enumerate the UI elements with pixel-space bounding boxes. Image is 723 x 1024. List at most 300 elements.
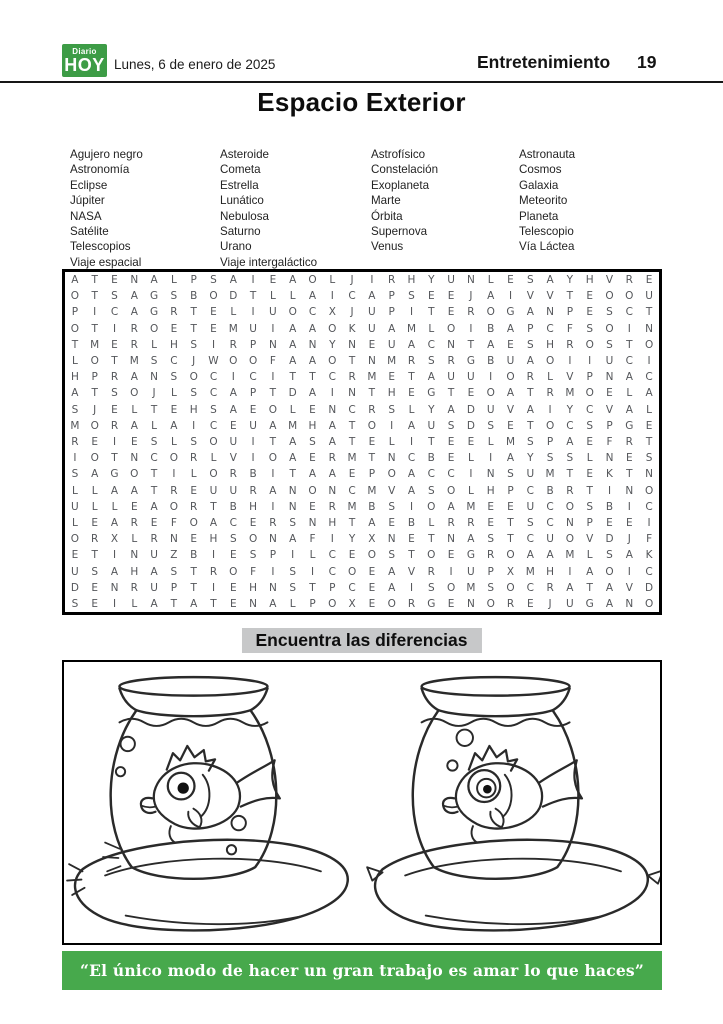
grid-cell: T bbox=[190, 306, 197, 319]
grid-cell: C bbox=[407, 452, 416, 465]
grid-cell: R bbox=[110, 419, 119, 432]
grid-cell: H bbox=[585, 274, 594, 287]
grid-cell: M bbox=[545, 468, 555, 481]
grid-cell: E bbox=[388, 371, 396, 384]
grid-cell: R bbox=[328, 500, 336, 513]
grid-cell: P bbox=[309, 597, 316, 610]
grid-cell: C bbox=[348, 581, 356, 594]
word-list-item: Órbita bbox=[371, 209, 403, 223]
fishbowl-drawing-left bbox=[64, 662, 362, 943]
grid-cell: L bbox=[646, 403, 653, 416]
grid-cell: D bbox=[605, 533, 614, 546]
grid-cell: G bbox=[150, 290, 159, 303]
grid-cell: B bbox=[546, 484, 554, 497]
grid-cell: J bbox=[152, 387, 156, 400]
grid-cell: S bbox=[586, 500, 594, 513]
grid-cell: T bbox=[408, 549, 415, 562]
grid-cell: E bbox=[487, 500, 495, 513]
grid-cell: I bbox=[192, 419, 196, 432]
grid-cell: A bbox=[566, 581, 574, 594]
grid-cell: X bbox=[348, 597, 356, 610]
grid-cell: I bbox=[231, 371, 235, 384]
grid-cell: I bbox=[330, 387, 334, 400]
grid-cell: P bbox=[586, 371, 593, 384]
grid-cell: B bbox=[427, 452, 435, 465]
grid-cell: T bbox=[190, 322, 197, 335]
grid-cell: A bbox=[190, 597, 198, 610]
grid-cell: C bbox=[209, 419, 218, 432]
grid-cell: I bbox=[291, 549, 295, 562]
grid-cell: C bbox=[427, 468, 435, 481]
grid-cell: E bbox=[507, 274, 514, 287]
grid-cell: L bbox=[309, 549, 316, 562]
grid-cell: F bbox=[309, 533, 316, 546]
grid-cell: O bbox=[169, 452, 179, 465]
grid-cell: A bbox=[506, 387, 515, 400]
grid-cell: E bbox=[130, 500, 138, 513]
grid-cell: S bbox=[546, 452, 554, 465]
grid-cell: E bbox=[111, 338, 118, 351]
grid-cell: E bbox=[586, 306, 594, 319]
grid-cell: T bbox=[190, 581, 197, 594]
grid-cell: K bbox=[645, 549, 653, 562]
grid-cell: A bbox=[467, 533, 475, 546]
grid-cell: P bbox=[269, 549, 277, 562]
grid-cell: N bbox=[308, 516, 317, 529]
grid-cell: L bbox=[487, 435, 494, 448]
grid-cell: U bbox=[526, 500, 535, 513]
grid-cell: P bbox=[329, 581, 336, 594]
grid-cell: R bbox=[269, 516, 277, 529]
grid-cell: O bbox=[70, 322, 80, 335]
grid-cell: B bbox=[368, 500, 376, 513]
grid-cell: R bbox=[546, 387, 554, 400]
grid-cell: A bbox=[526, 403, 534, 416]
grid-cell: E bbox=[447, 306, 455, 319]
grid-cell: P bbox=[487, 565, 494, 578]
grid-cell: T bbox=[91, 290, 98, 303]
grid-cell: V bbox=[526, 290, 534, 303]
grid-cell: E bbox=[388, 516, 396, 529]
grid-cell: L bbox=[230, 306, 237, 319]
grid-cell: F bbox=[566, 322, 573, 335]
grid-cell: E bbox=[586, 435, 594, 448]
grid-cell: M bbox=[367, 371, 377, 384]
grid-cell: O bbox=[90, 355, 99, 368]
header-rule bbox=[0, 81, 723, 83]
grid-cell: R bbox=[487, 549, 495, 562]
grid-cell: D bbox=[466, 419, 475, 432]
grid-cell: H bbox=[130, 565, 139, 578]
grid-cell: R bbox=[328, 452, 336, 465]
grid-cell: A bbox=[308, 387, 317, 400]
gill-line bbox=[201, 775, 210, 817]
grid-cell: A bbox=[526, 355, 534, 368]
grid-cell: L bbox=[626, 387, 633, 400]
word-list-item: Telescopios bbox=[70, 240, 131, 254]
grid-cell: T bbox=[428, 435, 435, 448]
grid-cell: X bbox=[506, 565, 515, 578]
grid-cell: I bbox=[489, 371, 493, 384]
grid-cell: R bbox=[388, 274, 396, 287]
grid-cell: E bbox=[507, 338, 514, 351]
grid-cell: A bbox=[506, 452, 515, 465]
grid-cell: C bbox=[566, 419, 574, 432]
grid-cell: A bbox=[407, 419, 416, 432]
grid-cell: M bbox=[228, 322, 238, 335]
grid-cell: C bbox=[209, 371, 218, 384]
grid-cell: I bbox=[330, 290, 334, 303]
grid-cell: H bbox=[486, 484, 495, 497]
grid-cell: O bbox=[169, 500, 179, 513]
grid-cell: T bbox=[111, 452, 118, 465]
section-title: Entretenimiento bbox=[477, 52, 611, 72]
grid-cell: P bbox=[190, 274, 197, 287]
grid-cell: L bbox=[170, 387, 177, 400]
grid-cell: O bbox=[130, 387, 139, 400]
grid-cell: O bbox=[387, 468, 396, 481]
grid-cell: I bbox=[73, 452, 77, 465]
grid-cell: I bbox=[588, 355, 592, 368]
grid-cell: L bbox=[408, 403, 415, 416]
grid-cell: T bbox=[645, 435, 653, 448]
word-list-item: Telescopio bbox=[519, 224, 574, 238]
grid-cell: O bbox=[585, 387, 594, 400]
grid-cell: I bbox=[112, 322, 117, 335]
grid-cell: J bbox=[627, 533, 631, 546]
grid-cell: I bbox=[469, 322, 473, 335]
grid-cell: F bbox=[606, 435, 613, 448]
grid-cell: E bbox=[229, 581, 237, 594]
grid-cell: N bbox=[288, 484, 297, 497]
grid-cell: I bbox=[647, 516, 651, 529]
grid-cell: E bbox=[368, 435, 376, 448]
grid-cell: R bbox=[130, 322, 138, 335]
grid-cell: E bbox=[507, 419, 514, 432]
grid-cell: I bbox=[271, 322, 275, 335]
grid-cell: V bbox=[388, 484, 396, 497]
grid-cell: N bbox=[268, 581, 277, 594]
grid-cell: S bbox=[111, 387, 118, 400]
grid-cell: V bbox=[566, 371, 574, 384]
grid-cell: S bbox=[526, 338, 534, 351]
grid-cell: T bbox=[626, 468, 633, 481]
grid-cell: D bbox=[645, 581, 654, 594]
grid-cell: E bbox=[606, 516, 613, 529]
word-list-item: Vía Láctea bbox=[519, 240, 575, 254]
grid-cell: A bbox=[150, 274, 158, 287]
grid-cell: O bbox=[189, 371, 198, 384]
grid-cell: S bbox=[526, 274, 534, 287]
grid-cell: L bbox=[190, 468, 197, 481]
grid-cell: C bbox=[645, 371, 653, 384]
grid-cell: T bbox=[348, 516, 356, 529]
grid-cell: R bbox=[427, 565, 435, 578]
grid-cell: E bbox=[368, 565, 376, 578]
grid-cell: Y bbox=[329, 338, 336, 351]
grid-cell: O bbox=[248, 355, 258, 368]
grid-cell: E bbox=[111, 274, 118, 287]
grid-cell: O bbox=[90, 452, 99, 465]
grid-cell: K bbox=[348, 322, 356, 335]
grid-cell: L bbox=[131, 533, 138, 546]
grid-cell: A bbox=[407, 468, 416, 481]
grid-cell: E bbox=[427, 290, 435, 303]
grid-cell: E bbox=[249, 403, 257, 416]
grid-cell: L bbox=[487, 274, 494, 287]
grid-cell: P bbox=[249, 338, 257, 351]
grid-cell: E bbox=[586, 290, 594, 303]
grid-cell: I bbox=[112, 597, 117, 610]
grid-cell: O bbox=[308, 484, 317, 497]
grid-cell: G bbox=[506, 306, 515, 319]
grid-cell: T bbox=[586, 484, 593, 497]
grid-cell: L bbox=[71, 516, 78, 529]
grid-cell: A bbox=[110, 516, 119, 529]
grid-cell: V bbox=[407, 565, 416, 578]
grid-cell: Z bbox=[170, 549, 178, 562]
grid-cell: S bbox=[289, 565, 297, 578]
grid-cell: C bbox=[209, 387, 218, 400]
grid-cell: U bbox=[387, 338, 396, 351]
grid-cell: T bbox=[428, 533, 435, 546]
grid-cell: T bbox=[507, 516, 514, 529]
grid-cell: M bbox=[387, 355, 397, 368]
grid-cell: N bbox=[546, 306, 555, 319]
grid-cell: R bbox=[71, 435, 79, 448]
grid-cell: I bbox=[409, 435, 414, 448]
grid-cell: J bbox=[469, 290, 473, 303]
grid-cell: O bbox=[268, 403, 278, 416]
word-list-column-1 bbox=[70, 147, 143, 270]
grid-cell: V bbox=[586, 533, 594, 546]
grid-cell: R bbox=[546, 581, 554, 594]
grid-cell: H bbox=[546, 565, 555, 578]
grid-cell: A bbox=[269, 419, 277, 432]
grid-cell: O bbox=[565, 533, 575, 546]
grid-cell: M bbox=[406, 322, 417, 335]
grid-cell: F bbox=[250, 565, 257, 578]
grid-cell: N bbox=[288, 500, 297, 513]
word-list-item: Júpiter bbox=[70, 194, 105, 208]
grid-cell: T bbox=[150, 468, 158, 481]
grid-cell: M bbox=[347, 452, 357, 465]
grid-cell: T bbox=[111, 355, 118, 368]
grid-cell: R bbox=[566, 338, 574, 351]
grid-cell: H bbox=[328, 516, 337, 529]
grid-cell: E bbox=[190, 533, 198, 546]
grid-cell: A bbox=[269, 484, 277, 497]
bubbles bbox=[447, 730, 473, 771]
grid-cell: T bbox=[447, 387, 455, 400]
grid-cell: O bbox=[427, 549, 436, 562]
word-list-item: Satélite bbox=[70, 224, 109, 238]
grid-cell: I bbox=[449, 565, 453, 578]
grid-cell: R bbox=[170, 484, 178, 497]
grid-cell: O bbox=[605, 322, 614, 335]
grid-cell: T bbox=[348, 419, 356, 432]
grid-cell: T bbox=[150, 403, 158, 416]
grid-cell: A bbox=[625, 371, 633, 384]
grid-cell: E bbox=[229, 419, 237, 432]
grid-cell: I bbox=[330, 533, 334, 546]
grid-cell: N bbox=[605, 452, 614, 465]
grid-cell: I bbox=[271, 468, 275, 481]
grid-cell: A bbox=[170, 419, 178, 432]
grid-cell: A bbox=[546, 274, 554, 287]
word-list-item: Astronauta bbox=[519, 148, 576, 161]
grid-cell: S bbox=[388, 549, 396, 562]
grid-cell: A bbox=[388, 581, 396, 594]
grid-cell: S bbox=[111, 290, 118, 303]
grid-cell: O bbox=[149, 322, 159, 335]
grid-cell: U bbox=[546, 533, 554, 546]
grid-cell: L bbox=[289, 597, 296, 610]
grid-cell: T bbox=[289, 468, 296, 481]
grid-cell: O bbox=[545, 355, 555, 368]
grid-cell: S bbox=[566, 452, 574, 465]
grid-cell: S bbox=[487, 533, 495, 546]
word-list-column-3 bbox=[371, 147, 438, 255]
grid-cell: E bbox=[249, 516, 257, 529]
pillow-corner-knot-right bbox=[648, 870, 660, 883]
grid-cell: E bbox=[71, 549, 79, 562]
grid-cell: I bbox=[112, 549, 117, 562]
grid-cell: N bbox=[268, 533, 277, 546]
grid-cell: O bbox=[387, 597, 396, 610]
dorsal-fin bbox=[469, 746, 517, 771]
grid-cell: R bbox=[91, 533, 99, 546]
grid-cell: N bbox=[466, 274, 475, 287]
grid-cell: A bbox=[289, 355, 297, 368]
pillow bbox=[367, 840, 660, 931]
grid-cell: T bbox=[408, 371, 415, 384]
grid-cell: A bbox=[229, 387, 237, 400]
grid-cell: R bbox=[447, 355, 455, 368]
grid-cell: B bbox=[605, 500, 614, 513]
grid-cell: E bbox=[447, 452, 455, 465]
grid-cell: C bbox=[447, 468, 455, 481]
grid-cell: E bbox=[91, 516, 99, 529]
grid-cell: S bbox=[606, 338, 613, 351]
grid-cell: I bbox=[627, 565, 631, 578]
grid-cell: A bbox=[328, 468, 336, 481]
logo-hoy-text: HOY bbox=[64, 55, 105, 75]
grid-cell: C bbox=[526, 581, 534, 594]
grid-cell: A bbox=[526, 549, 534, 562]
grid-cell: E bbox=[645, 274, 653, 287]
grid-cell: R bbox=[190, 500, 198, 513]
grid-cell: L bbox=[170, 274, 177, 287]
grid-cell: E bbox=[111, 403, 118, 416]
grid-cell: C bbox=[645, 565, 653, 578]
grid-cell: M bbox=[70, 419, 80, 432]
word-list-item: Estrella bbox=[220, 178, 259, 192]
grid-cell: Y bbox=[527, 452, 534, 465]
grid-cell: I bbox=[409, 581, 414, 594]
grid-cell: C bbox=[546, 500, 554, 513]
grid-cell: W bbox=[208, 355, 219, 368]
grid-cell: A bbox=[289, 338, 297, 351]
grid-cell: E bbox=[309, 403, 316, 416]
grid-cell: A bbox=[328, 419, 336, 432]
grid-cell: C bbox=[586, 403, 594, 416]
grid-cell: M bbox=[525, 565, 535, 578]
grid-cell: N bbox=[387, 533, 396, 546]
grid-cell: R bbox=[526, 371, 534, 384]
grid-cell: L bbox=[428, 516, 435, 529]
grid-cell: O bbox=[545, 419, 555, 432]
grid-cell: A bbox=[368, 516, 376, 529]
grid-cell: C bbox=[170, 355, 178, 368]
grid-cell: A bbox=[71, 387, 79, 400]
grid-cell: S bbox=[71, 597, 79, 610]
grid-cell: N bbox=[328, 403, 337, 416]
grid-cell: N bbox=[110, 581, 119, 594]
grid-cell: O bbox=[268, 452, 278, 465]
grid-cell: R bbox=[209, 565, 218, 578]
grid-cell: A bbox=[150, 565, 158, 578]
grid-cell: L bbox=[547, 371, 554, 384]
grid-cell: N bbox=[150, 371, 159, 384]
water-line bbox=[422, 719, 570, 726]
grid-cell: C bbox=[546, 516, 554, 529]
grid-cell: O bbox=[644, 597, 654, 610]
dorsal-fin bbox=[167, 746, 215, 771]
grid-cell: I bbox=[607, 484, 612, 497]
grid-cell: S bbox=[447, 419, 455, 432]
grid-cell: E bbox=[467, 435, 475, 448]
grid-cell: R bbox=[506, 597, 515, 610]
grid-cell: A bbox=[308, 290, 317, 303]
grid-cell: J bbox=[548, 597, 552, 610]
grid-cell: C bbox=[427, 338, 435, 351]
grid-cell: B bbox=[190, 549, 198, 562]
grid-cell: U bbox=[249, 322, 257, 335]
grid-cell: F bbox=[646, 533, 653, 546]
grid-cell: L bbox=[71, 355, 78, 368]
grid-cell: N bbox=[447, 338, 456, 351]
grid-cell: A bbox=[368, 290, 376, 303]
grid-cell: L bbox=[151, 338, 158, 351]
fish-pupil bbox=[178, 782, 189, 793]
grid-cell: S bbox=[408, 290, 415, 303]
grid-cell: N bbox=[328, 484, 337, 497]
grid-cell: N bbox=[605, 371, 614, 384]
grid-cell: S bbox=[606, 306, 613, 319]
grid-cell: M bbox=[565, 387, 575, 400]
grid-cell: T bbox=[91, 549, 98, 562]
word-list-item: Eclipse bbox=[70, 178, 108, 192]
grid-cell: N bbox=[387, 452, 396, 465]
grid-cell: O bbox=[446, 322, 456, 335]
grid-cell: L bbox=[269, 290, 276, 303]
word-list-item: Urano bbox=[220, 240, 252, 254]
grid-cell: O bbox=[328, 322, 337, 335]
grid-cell: E bbox=[348, 468, 356, 481]
grid-cell: E bbox=[507, 500, 514, 513]
grid-cell: I bbox=[251, 452, 255, 465]
grid-cell: S bbox=[487, 419, 495, 432]
fish bbox=[141, 746, 280, 843]
grid-cell: T bbox=[150, 484, 158, 497]
fish-pupil bbox=[483, 785, 492, 794]
grid-cell: O bbox=[486, 306, 495, 319]
grid-cell: E bbox=[447, 597, 455, 610]
grid-cell: L bbox=[91, 484, 98, 497]
grid-cell: E bbox=[130, 435, 138, 448]
grid-cell: B bbox=[190, 290, 198, 303]
